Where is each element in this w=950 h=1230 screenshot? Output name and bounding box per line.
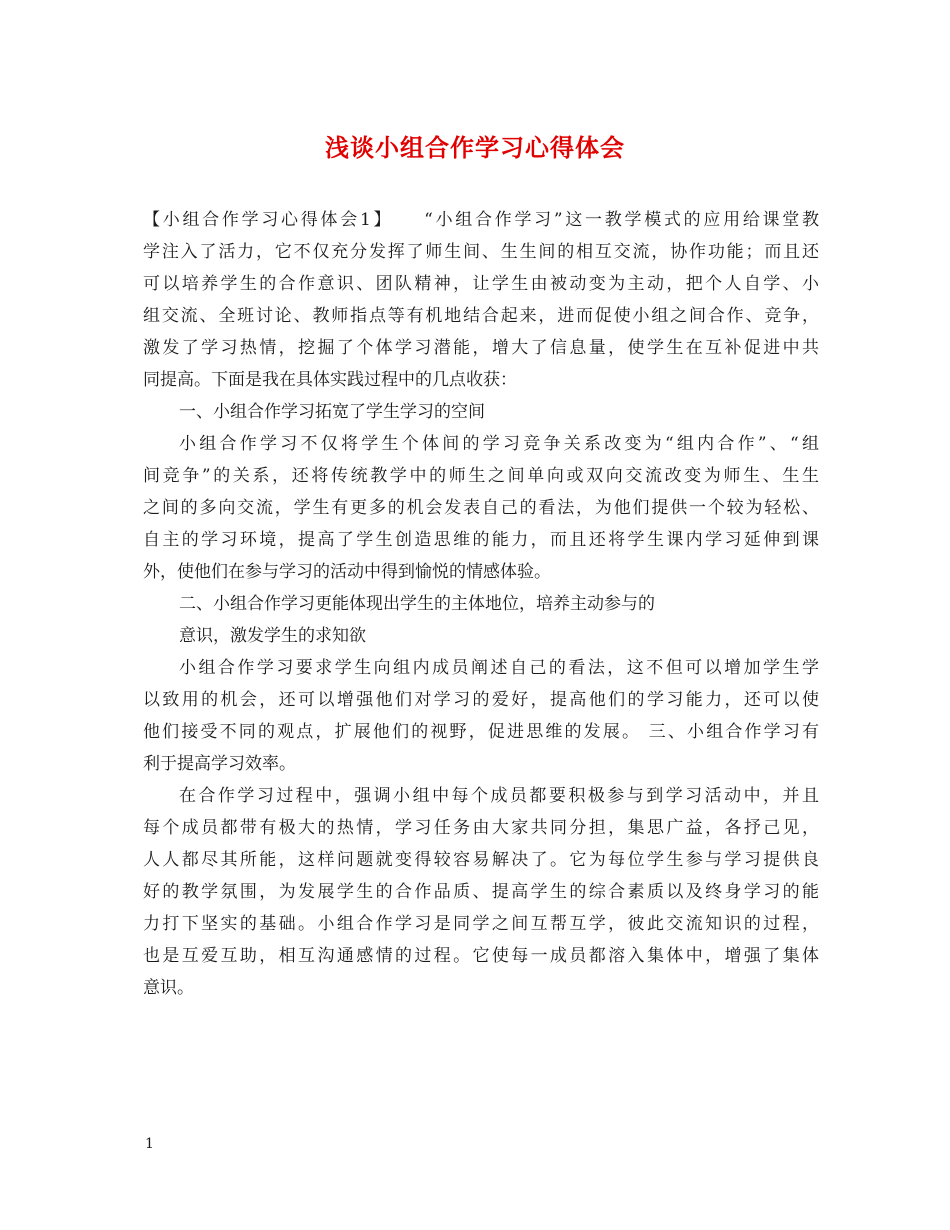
body-line: 力打下坚实的基础。小组合作学习是同学之间互帮互学，彼此交流知识的过程，	[143, 914, 819, 934]
page-number: 1	[145, 1136, 154, 1152]
body-line: 之间的多向交流，学生有更多的机会发表自己的看法，为他们提供一个较为轻松、	[143, 498, 819, 518]
body-line: 以致用的机会，还可以增强他们对学习的爱好，提高他们的学习能力，还可以使	[143, 690, 819, 710]
body-line: 意识。	[143, 978, 194, 998]
body-line: 他们接受不同的观点，扩展他们的视野，促进思维的发展。 三、小组合作学习有	[143, 722, 819, 742]
body-line: 外，使他们在参与学习的活动中得到愉悦的情感体验。	[143, 562, 551, 582]
section-heading-2-cont: 意识，激发学生的求知欲	[179, 626, 366, 646]
section-heading-1: 一、小组合作学习拓宽了学生学习的空间	[179, 402, 485, 422]
body-line: 激发了学习热情，挖掘了个体学习潜能，增大了信息量，使学生在互补促进中共	[143, 338, 819, 358]
body-line: 间竞争”的关系，还将传统教学中的师生之间单向或双向交流改变为师生、生生	[143, 466, 819, 486]
body-line: 小组合作学习不仅将学生个体间的学习竞争关系改变为“组内合作”、“组	[179, 434, 819, 454]
body-line: 同提高。下面是我在具体实践过程中的几点收获：	[143, 370, 517, 390]
body-line: 利于提高学习效率。	[143, 754, 296, 774]
document-title: 浅谈小组合作学习心得体会	[325, 133, 625, 162]
body-line: 自主的学习环境，提高了学生创造思维的能力，而且还将学生课内学习延伸到课	[143, 530, 819, 550]
body-line: 好的教学氛围，为发展学生的合作品质、提高学生的综合素质以及终身学习的能	[143, 882, 819, 902]
body-line: 小组合作学习要求学生向组内成员阐述自己的看法，这不但可以增加学生学	[179, 658, 819, 678]
body-line: 每个成员都带有极大的热情，学习任务由大家共同分担，集思广益，各抒己见，	[143, 818, 819, 838]
body-line: 学注入了活力，它不仅充分发挥了师生间、生生间的相互交流，协作功能；而且还	[143, 242, 819, 262]
body-line: 也是互爱互助，相互沟通感情的过程。它使每一成员都溶入集体中，增强了集体	[143, 946, 819, 966]
body-line: 可以培养学生的合作意识、团队精神，让学生由被动变为主动，把个人自学、小	[143, 274, 819, 294]
body-line: 组交流、全班讨论、教师指点等有机地结合起来，进而促使小组之间合作、竞争，	[143, 306, 819, 326]
section-heading-2: 二、小组合作学习更能体现出学生的主体地位，培养主动参与的	[179, 594, 655, 614]
body-line: 在合作学习过程中，强调小组中每个成员都要积极参与到学习活动中，并且	[179, 786, 819, 806]
body-line: 人人都尽其所能，这样问题就变得较容易解决了。它为每位学生参与学习提供良	[143, 850, 819, 870]
document-body	[143, 204, 819, 1004]
body-line: 【小组合作学习心得体会1】 “小组合作学习”这一教学模式的应用给课堂教	[143, 210, 819, 230]
